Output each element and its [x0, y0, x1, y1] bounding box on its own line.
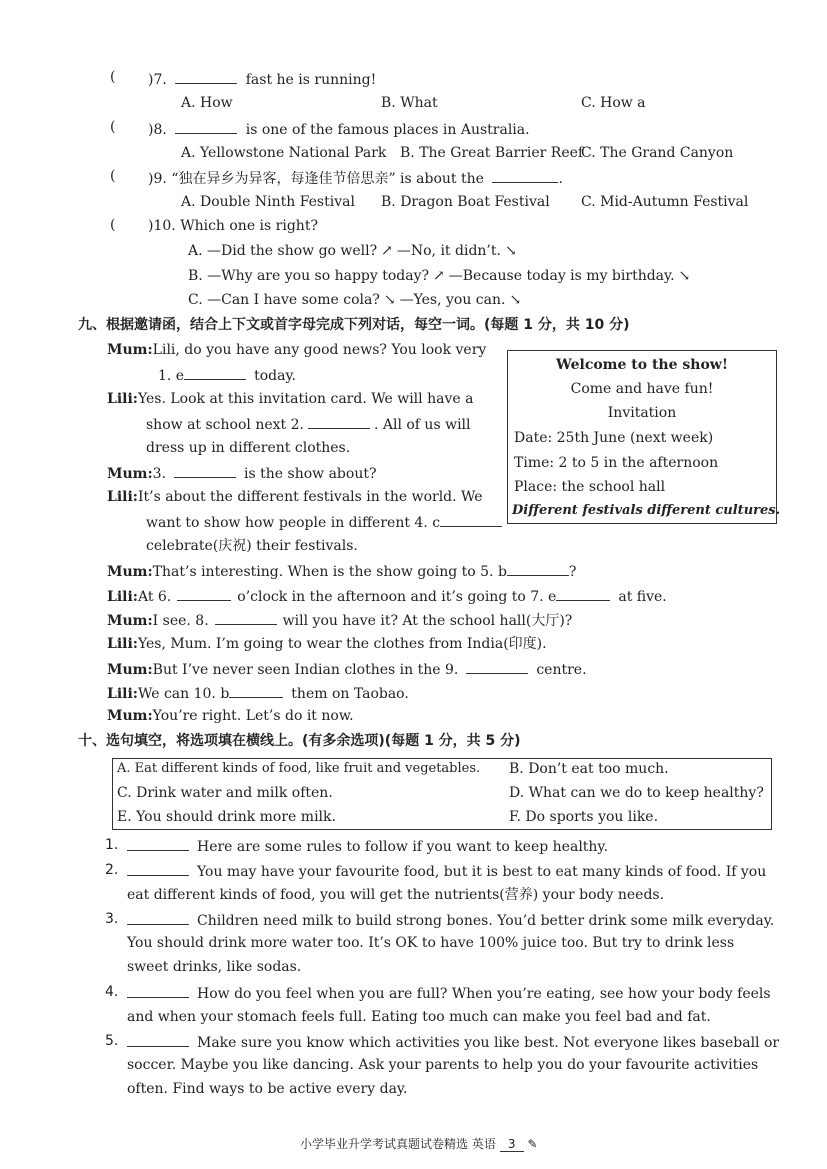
falling-intonation-icon: ↘: [509, 292, 522, 308]
q10-option-a[interactable]: [188, 242, 521, 260]
dialogue-text: ?: [568, 564, 577, 580]
invitation-welcome: Welcome to the show!: [556, 357, 728, 373]
q10-c-question: C. —Can I have some cola?: [188, 292, 380, 308]
speaker-lili: Lili:: [107, 489, 138, 505]
item-number: 1.: [105, 837, 119, 853]
q7-stem: fast he is running!: [245, 72, 377, 88]
passage-blank-1[interactable]: [127, 836, 189, 851]
dialogue-text: centre.: [536, 662, 587, 678]
dialogue-text: dress up in different clothes.: [146, 440, 351, 456]
blank-7[interactable]: [556, 586, 610, 601]
passage-text: sweet drinks, like sodas.: [127, 959, 302, 975]
option-a: A. Eat different kinds of food, like fruit and vegetables.: [117, 761, 481, 776]
blank-3[interactable]: [174, 463, 236, 478]
speaker-lili: Lili:: [107, 686, 138, 702]
q9-option-a[interactable]: A. Double Ninth Festival: [181, 194, 355, 210]
invitation-fun: Come and have fun!: [570, 381, 714, 397]
item-number: 4.: [105, 984, 119, 1000]
dialogue-text: Yes. Look at this invitation card. We will have a: [137, 391, 474, 407]
passage-text: How do you feel when you are full? When you’re eating, see how your body feels: [197, 986, 771, 1002]
q9-option-b[interactable]: B. Dragon Boat Festival: [381, 194, 550, 210]
blank-8[interactable]: [215, 610, 277, 625]
invitation-time: Time: 2 to 5 in the afternoon: [514, 455, 719, 471]
dialogue-text: It’s about the different festivals in the world. We: [137, 489, 483, 505]
dialogue-text: celebrate(庆祝) their festivals.: [146, 538, 358, 554]
passage-blank-5[interactable]: [127, 1032, 189, 1047]
dialogue-text: Yes, Mum. I’m going to wear the clothes from India(印度).: [137, 636, 547, 652]
option-e: E. You should drink more milk.: [117, 809, 336, 825]
option-f: F. Do sports you like.: [509, 809, 659, 825]
q8-blank[interactable]: [175, 119, 237, 134]
dialogue-text: Lili, do you have any good news? You look very: [152, 342, 487, 358]
blank-9[interactable]: [466, 659, 528, 674]
passage-text: often. Find ways to be active every day.: [127, 1081, 408, 1097]
invitation-place: Place: the school hall: [514, 479, 666, 495]
passage-blank-2[interactable]: [127, 861, 189, 876]
option-c: C. Drink water and milk often.: [117, 785, 333, 801]
q10-b-question: B. —Why are you so happy today?: [188, 268, 430, 284]
dialogue-text: 3.: [152, 466, 167, 482]
passage-text: and when your stomach feels full. Eating too much can make you feel bad and fat.: [127, 1009, 711, 1025]
options-box: [112, 758, 772, 830]
q9-option-c[interactable]: C. Mid-Autumn Festival: [581, 194, 749, 210]
pencil-icon: ✎: [527, 1137, 538, 1151]
q10-a-answer: —No, it didn’t.: [396, 243, 501, 259]
speaker-lili: Lili:: [107, 589, 138, 605]
dialogue-text: But I’ve never seen Indian clothes in the 9.: [152, 662, 459, 678]
q8-stem: is one of the famous places in Australia.: [245, 122, 530, 138]
page-footer: [300, 1135, 538, 1152]
dialogue-text: want to show how people in different 4. c: [146, 515, 441, 531]
speaker-lili: Lili:: [107, 636, 138, 652]
invitation-date: Date: 25th June (next week): [514, 430, 714, 446]
q8-number: )8.: [148, 122, 167, 138]
q10-c-answer: —Yes, you can.: [399, 292, 506, 308]
footer-title: 小学毕业升学考试真题试卷精选 英语: [300, 1137, 496, 1151]
passage-text: soccer. Maybe you like dancing. Ask your parents to help you do your favourite activities: [127, 1057, 759, 1073]
answer-paren[interactable]: (: [110, 168, 143, 184]
dialogue-text: That’s interesting. When is the show going to 5. b: [152, 564, 507, 580]
q7-option-b[interactable]: B. What: [381, 95, 438, 111]
speaker-mum: Mum:: [107, 466, 153, 482]
dialogue-text: will you have it? At the school hall(大厅)?: [282, 613, 573, 629]
blank-5[interactable]: [507, 561, 569, 576]
q8-option-b[interactable]: B. The Great Barrier Reef: [400, 145, 584, 161]
invitation-slogan: Different festivals different cultures.: [512, 503, 781, 518]
passage-text: Here are some rules to follow if you want to keep healthy.: [197, 839, 608, 855]
section-10-title: 十、选句填空，将选项填在横线上。(有多余选项)(每题 1 分，共 5 分): [78, 733, 521, 749]
speaker-lili: Lili:: [107, 391, 138, 407]
answer-paren[interactable]: (: [110, 119, 143, 135]
answer-paren[interactable]: (: [110, 69, 143, 85]
blank-2[interactable]: [308, 414, 370, 429]
blank-1[interactable]: [184, 365, 246, 380]
dialogue-text: o’clock in the afternoon and it’s going to 7. e: [237, 589, 557, 605]
q9-number: )9.: [148, 171, 167, 187]
speaker-mum: Mum:: [107, 564, 153, 580]
passage-text: You should drink more water too. It’s OK to have 100% juice too. But try to drink less: [127, 935, 735, 951]
rising-intonation-icon: ↗: [381, 243, 393, 259]
section-9-title: 九、根据邀请函，结合上下文或首字母完成下列对话，每空一词。(每题 1 分，共 10 分): [78, 317, 630, 333]
blank-4[interactable]: [440, 512, 502, 527]
q10-a-question: A. —Did the show go well?: [188, 243, 378, 259]
q10-option-b[interactable]: [188, 267, 694, 285]
q10-number: )10.: [148, 218, 176, 234]
blank-6[interactable]: [177, 586, 231, 601]
passage-text: Make sure you know which activities you like best. Not everyone likes baseball or: [197, 1035, 780, 1051]
q10-option-c[interactable]: [188, 291, 525, 309]
rising-intonation-icon: ↗: [433, 268, 445, 284]
option-d: D. What can we do to keep healthy?: [509, 785, 764, 801]
falling-intonation-icon: ↘: [383, 292, 396, 308]
passage-blank-3[interactable]: [127, 910, 189, 925]
passage-text: You may have your favourite food, but it is best to eat many kinds of food. If you: [197, 864, 767, 880]
q7-option-a[interactable]: A. How: [181, 95, 233, 111]
speaker-mum: Mum:: [107, 708, 153, 724]
q10-stem: Which one is right?: [180, 218, 318, 234]
item-number: 2.: [105, 862, 119, 878]
passage-text: Children need milk to build strong bones. You’d better drink some milk everyday.: [197, 913, 775, 929]
passage-blank-4[interactable]: [127, 983, 189, 998]
q8-option-a[interactable]: A. Yellowstone National Park: [181, 145, 387, 161]
speaker-mum: Mum:: [107, 662, 153, 678]
speaker-mum: Mum:: [107, 342, 153, 358]
dialogue-text: show at school next 2.: [146, 417, 304, 433]
invitation-card: [507, 350, 781, 524]
falling-intonation-icon: ↘: [678, 268, 691, 284]
item-number: 5.: [105, 1033, 119, 1049]
dialogue-text: You’re right. Let’s do it now.: [152, 708, 354, 724]
q7-option-c[interactable]: C. How a: [581, 95, 646, 111]
answer-paren[interactable]: (: [110, 217, 143, 233]
dialogue-text: 1. e: [158, 368, 185, 384]
dialogue-text: I see. 8.: [152, 613, 209, 629]
falling-intonation-icon: ↘: [504, 243, 517, 259]
q10-b-answer: —Because today is my birthday.: [448, 268, 675, 284]
page-number: 3: [500, 1137, 524, 1152]
q7-blank[interactable]: [175, 69, 237, 84]
invitation-heading: Invitation: [607, 405, 677, 421]
dialogue-text: today.: [254, 368, 296, 384]
dialogue-text: at five.: [618, 589, 667, 605]
q9-blank[interactable]: [492, 168, 558, 183]
blank-10[interactable]: [229, 683, 283, 698]
q9-stem: “独在异乡为异客，每逢佳节倍思亲” is about the: [171, 171, 484, 187]
dialogue-text: them on Taobao.: [291, 686, 409, 702]
passage-text: eat different kinds of food, you will get the nutrients(营养) your body needs.: [127, 887, 665, 903]
dialogue-text: . All of us will: [373, 417, 471, 433]
q7-number: )7.: [148, 72, 167, 88]
option-b: B. Don’t eat too much.: [509, 761, 669, 777]
dialogue-text: At 6.: [137, 589, 172, 605]
dialogue-text: We can 10. b: [137, 686, 230, 702]
dialogue-text: is the show about?: [244, 466, 377, 482]
q8-option-c[interactable]: C. The Grand Canyon: [581, 145, 734, 161]
speaker-mum: Mum:: [107, 613, 153, 629]
item-number: 3.: [105, 911, 119, 927]
